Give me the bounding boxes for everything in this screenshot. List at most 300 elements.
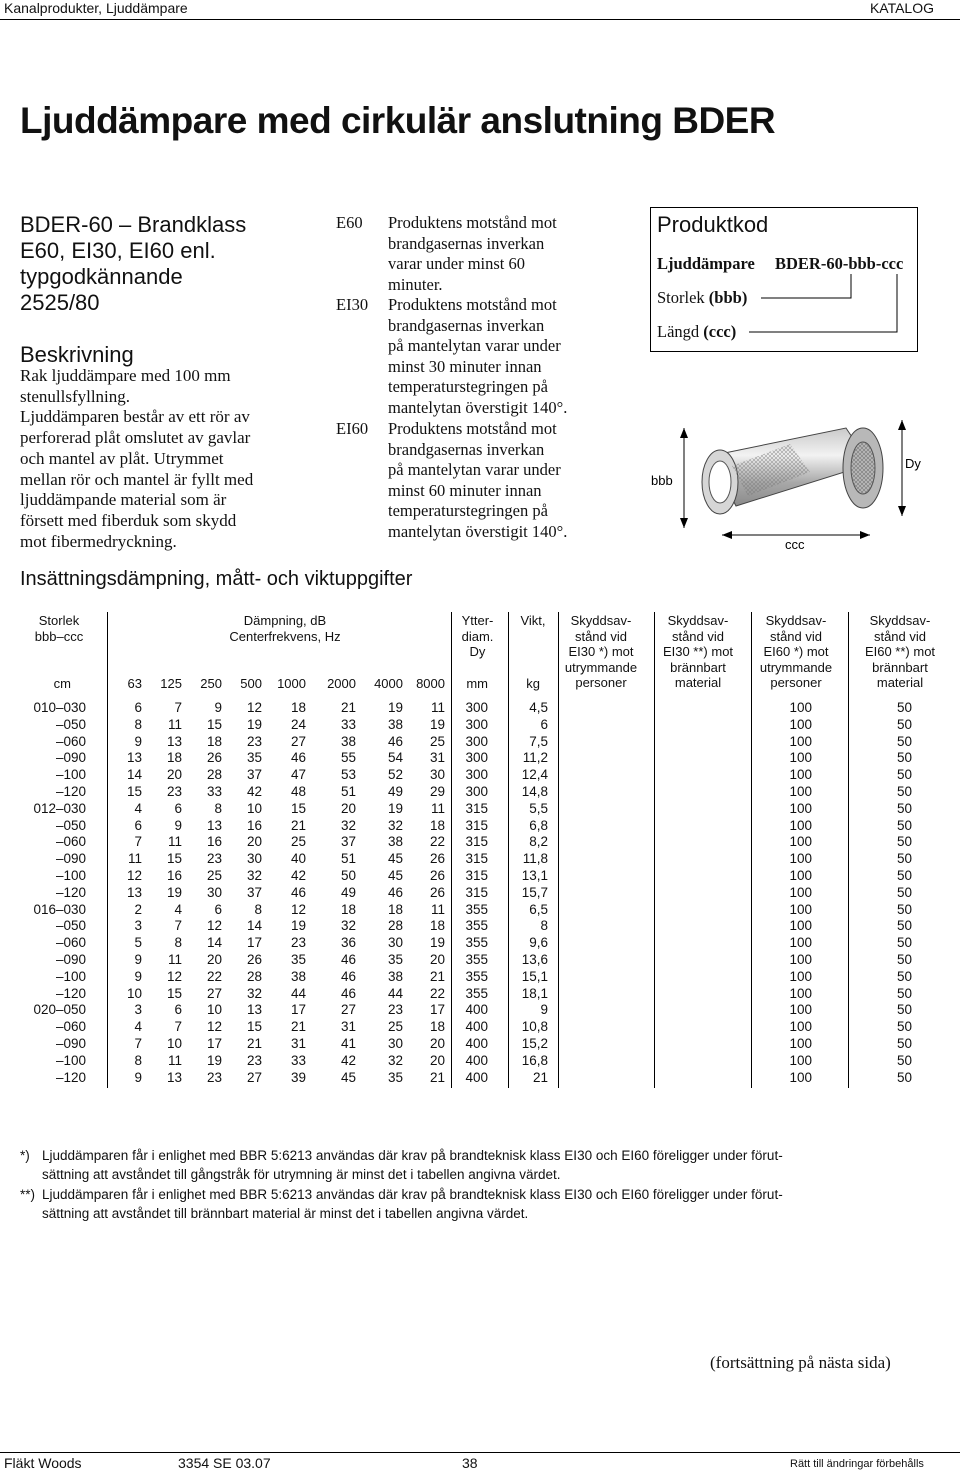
table-rule: [848, 612, 849, 1088]
table-cell: 41: [340, 1036, 356, 1051]
table-cell: 30: [387, 1036, 403, 1051]
table-cell: 18: [290, 700, 306, 715]
table-cell: 22: [429, 834, 445, 850]
table-cell: 16: [206, 834, 222, 850]
table-cell: 100: [789, 851, 812, 867]
table-cell: 35: [246, 750, 262, 766]
col-head-dist3: Skyddsav- stånd vid EI60 *) mot utrymmande personer: [759, 613, 833, 690]
table-cell: 19: [206, 1052, 222, 1068]
table-cell: 55: [340, 750, 356, 766]
table-cell: 11: [430, 800, 445, 816]
table-cell: 10,8: [521, 1019, 548, 1035]
table-cell: 29: [429, 784, 445, 799]
table-cell: 100: [789, 767, 812, 783]
description-line: och mantel av plåt. Utrymmet: [20, 448, 224, 468]
table-cell: 100: [789, 700, 812, 715]
table-cell: 15,1: [521, 968, 548, 984]
table-cell: 32: [387, 817, 403, 833]
table-cell: 300: [465, 784, 488, 799]
product-code: BDER-60-bbb-ccc: [775, 254, 904, 273]
table-cell: 50: [896, 868, 912, 883]
table-cell: 4: [134, 800, 142, 816]
table-cell: 35: [387, 1069, 403, 1085]
table-cell: 315: [465, 817, 488, 833]
row-size-cell: –060: [55, 935, 86, 951]
col-head-dist2: Skyddsav- stånd vid EI30 **) mot brännbart material: [662, 613, 734, 690]
row-size-cell: –060: [55, 733, 86, 749]
table-cell: 19: [429, 716, 445, 732]
table-cell: 40: [290, 851, 306, 867]
table-cell: 17: [290, 1002, 306, 1018]
table-cell: 315: [465, 851, 488, 867]
table-cell: 33: [206, 784, 222, 799]
table-cell: 20: [246, 834, 262, 850]
description-line: mot fibermedryckning.: [20, 531, 177, 551]
table-cell: 45: [387, 868, 403, 883]
table-cell: 11: [167, 952, 182, 967]
table-cell: 100: [789, 952, 812, 967]
table-cell: 13: [246, 1002, 262, 1018]
table-cell: 15: [166, 985, 182, 1001]
header-rule: [0, 19, 960, 20]
table-cell: 46: [290, 884, 306, 900]
table-cell: 20: [206, 952, 222, 967]
table-cell: 9: [214, 700, 222, 715]
col-head-dist1: Skyddsav- stånd vid EI30 *) mot utrymmande personer: [564, 613, 638, 690]
product-name: Ljuddämpare: [657, 254, 755, 273]
table-cell: 16: [246, 817, 262, 833]
table-cell: 54: [387, 750, 403, 766]
table-cell: 16: [166, 868, 182, 883]
row-size-cell: 020–050: [33, 1002, 86, 1018]
table-cell: 11: [167, 834, 182, 850]
table-cell: 50: [896, 918, 912, 934]
table-cell: 23: [246, 1052, 262, 1068]
table-cell: 100: [789, 784, 812, 799]
table-cell: 19: [166, 884, 182, 900]
table-cell: 9: [174, 817, 182, 833]
footer-rule: [0, 1452, 960, 1453]
table-cell: 8: [214, 800, 222, 816]
length-label: Längd (ccc): [657, 322, 737, 341]
fire-class-text: Produktens motstånd mot brandgasernas inverkan på mantelytan varar under minst 60 minuter innan temperaturstegringen på mantelytan överstigit 140°.: [388, 419, 568, 541]
table-cell: 25: [429, 733, 445, 749]
table-cell: 35: [387, 952, 403, 967]
table-cell: 32: [246, 985, 262, 1001]
description-line: försett med fiberduk som skydd: [20, 510, 237, 530]
table-cell: 12: [290, 901, 306, 917]
table-cell: 46: [340, 968, 356, 984]
table-cell: 23: [246, 733, 262, 749]
table-cell: 355: [465, 968, 488, 984]
table-cell: 46: [387, 884, 403, 900]
table-cell: 50: [896, 968, 912, 984]
table-cell: 18: [429, 817, 445, 833]
table-cell: 37: [246, 884, 262, 900]
table-cell: 20: [429, 952, 445, 967]
table-cell: 15: [290, 800, 306, 816]
table-cell: 22: [429, 985, 445, 1001]
table-rule: [654, 612, 655, 1088]
table-cell: 26: [429, 868, 445, 883]
row-size-cell: –090: [55, 952, 86, 967]
product-code-box: [650, 207, 918, 352]
product-code-heading: Produktkod: [657, 212, 769, 237]
table-cell: 50: [896, 784, 912, 799]
fire-class-term: EI30: [336, 295, 369, 314]
table-cell: 11: [127, 851, 142, 867]
table-cell: 100: [789, 1069, 812, 1085]
table-cell: 355: [465, 952, 488, 967]
description-heading: Beskrivning: [20, 342, 134, 367]
table-cell: 28: [387, 918, 403, 934]
table-cell: 6: [174, 800, 182, 816]
unit-cell: 8000: [416, 676, 445, 691]
row-size-cell: 012–030: [33, 800, 86, 816]
diagram-ccc-label: ccc: [785, 537, 805, 552]
row-size-cell: –100: [55, 1052, 86, 1068]
row-size-cell: –120: [55, 1069, 86, 1085]
fire-class-ei60: [336, 419, 636, 549]
table-cell: 51: [340, 784, 356, 799]
table-cell: 30: [429, 767, 445, 783]
unit-cell: 125: [160, 676, 182, 691]
table-cell: 31: [340, 1019, 356, 1035]
table-cell: 100: [789, 1036, 812, 1051]
table-cell: 30: [206, 884, 222, 900]
table-cell: 3: [134, 918, 142, 934]
table-cell: 45: [340, 1069, 356, 1085]
table-cell: 23: [387, 1002, 403, 1018]
footer-brand: Fläkt Woods: [4, 1455, 82, 1471]
description-line: Ljuddämparen består av ett rör av: [20, 407, 250, 427]
table-cell: 26: [429, 884, 445, 900]
description-line: ljuddämpande material som är: [20, 490, 227, 510]
unit-cell: 4000: [374, 676, 403, 691]
table-cell: 50: [896, 716, 912, 732]
table-cell: 11: [430, 700, 445, 715]
table-cell: 26: [246, 952, 262, 967]
table-cell: 23: [166, 784, 182, 799]
table-cell: 15: [126, 784, 142, 799]
row-size-cell: –050: [55, 716, 86, 732]
table-cell: 50: [896, 901, 912, 917]
table-cell: 18: [387, 901, 403, 917]
unit-cell: 250: [200, 676, 222, 691]
table-cell: 8,2: [529, 834, 548, 850]
table-cell: 25: [290, 834, 306, 850]
table-cell: 12: [126, 868, 142, 883]
table-cell: 21: [246, 1036, 262, 1051]
table-cell: 6: [540, 716, 548, 732]
table-cell: 46: [340, 985, 356, 1001]
description-line: stenullsfyllning.: [20, 386, 131, 406]
table-cell: 19: [290, 918, 306, 934]
table-cell: 18,1: [521, 985, 548, 1001]
table-cell: 24: [290, 716, 306, 732]
unit-cell: 500: [240, 676, 262, 691]
table-cell: 23: [206, 851, 222, 867]
table-cell: 38: [387, 716, 403, 732]
table-cell: 18: [206, 733, 222, 749]
table-cell: 53: [340, 767, 356, 783]
table-cell: 38: [387, 968, 403, 984]
table-cell: 19: [387, 700, 403, 715]
table-cell: 27: [246, 1069, 262, 1085]
table-cell: 100: [789, 968, 812, 984]
unit-cell: mm: [466, 676, 488, 691]
table-cell: 6: [214, 901, 222, 917]
table-cell: 21: [532, 1069, 548, 1085]
table-cell: 355: [465, 901, 488, 917]
table-cell: 300: [465, 700, 488, 715]
classification-line: BDER-60 – Brandklass: [20, 212, 247, 237]
unit-cell: 1000: [277, 676, 306, 691]
table-cell: 50: [896, 851, 912, 867]
table-cell: 27: [206, 985, 222, 1001]
table-cell: 18: [429, 1019, 445, 1035]
table-cell: 7: [174, 700, 182, 715]
silencer-drawing: [640, 410, 940, 560]
table-cell: 50: [896, 1036, 912, 1051]
table-cell: 25: [387, 1019, 403, 1035]
table-cell: 46: [290, 750, 306, 766]
row-size-cell: 016–030: [33, 901, 86, 917]
size-label: Storlek (bbb): [657, 288, 748, 307]
table-cell: 36: [340, 935, 356, 951]
table-cell: 15,7: [521, 884, 548, 900]
header-section: Kanalprodukter, Ljuddämpare: [4, 0, 188, 16]
table-cell: 11,8: [522, 851, 548, 867]
col-head-damping: Dämpning, dB Centerfrekvens, Hz: [229, 613, 341, 644]
table-cell: 28: [246, 968, 262, 984]
table-cell: 50: [340, 868, 356, 883]
col-head-weight: Vikt,: [520, 613, 546, 628]
row-size-cell: –100: [55, 868, 86, 883]
classification-line: 2525/80: [20, 290, 100, 315]
table-cell: 100: [789, 716, 812, 732]
continued-note: (fortsättning på nästa sida): [710, 1353, 891, 1372]
fire-class-term: E60: [336, 213, 363, 232]
table-cell: 8: [134, 1052, 142, 1068]
table-cell: 44: [387, 985, 403, 1001]
table-cell: 100: [789, 985, 812, 1001]
table-cell: 355: [465, 985, 488, 1001]
table-cell: 100: [789, 1052, 812, 1068]
table-cell: 18: [340, 901, 356, 917]
table-cell: 100: [789, 1019, 812, 1035]
table-cell: 8: [540, 918, 548, 934]
table-cell: 7: [174, 1019, 182, 1035]
row-size-cell: –120: [55, 884, 86, 900]
table-cell: 4: [134, 1019, 142, 1035]
table-cell: 12: [246, 700, 262, 715]
table-cell: 37: [340, 834, 356, 850]
footnote-2: **) Ljuddämparen får i enlighet med BBR 5:6213 användas där krav på brandteknisk klass EI30 och EI60 föreligger under förut- sättning att avståndet till brännbart material är minst det i tabellen angivna värdet.: [20, 1187, 783, 1221]
table-cell: 21: [290, 817, 306, 833]
table-cell: 13: [166, 1069, 182, 1085]
unit-cell: kg: [526, 676, 540, 691]
row-size-cell: –090: [55, 750, 86, 766]
table-cell: 100: [789, 901, 812, 917]
table-cell: 42: [246, 784, 262, 799]
table-cell: 30: [246, 851, 262, 867]
table-cell: 32: [340, 817, 356, 833]
table-cell: 49: [340, 884, 356, 900]
table-cell: 52: [387, 767, 403, 783]
table-cell: 14: [246, 918, 262, 934]
table-cell: 30: [387, 935, 403, 951]
table-cell: 33: [290, 1052, 306, 1068]
table-cell: 10: [206, 1002, 222, 1018]
table-cell: 19: [387, 800, 403, 816]
table-cell: 9: [134, 952, 142, 967]
table-cell: 26: [429, 851, 445, 867]
table-cell: 50: [896, 952, 912, 967]
row-size-cell: –090: [55, 851, 86, 867]
table-cell: 7: [134, 834, 142, 850]
fire-class-text: Produktens motstånd mot brandgasernas inverkan varar under minst 60 minuter.: [388, 213, 557, 294]
table-cell: 20: [340, 800, 356, 816]
table-cell: 13: [126, 884, 142, 900]
table-cell: 31: [429, 750, 445, 766]
table-cell: 44: [290, 985, 306, 1001]
table-cell: 13: [206, 817, 222, 833]
classification-block: [20, 212, 246, 316]
table-cell: 17: [206, 1036, 222, 1051]
table-cell: 400: [465, 1052, 488, 1068]
table-rule: [558, 612, 559, 1088]
table-cell: 19: [429, 935, 445, 951]
table-cell: 31: [290, 1036, 306, 1051]
table-cell: 11: [167, 716, 182, 732]
col-head-dist4: Skyddsav- stånd vid EI60 **) mot brännbart material: [864, 613, 936, 690]
table-cell: 50: [896, 935, 912, 951]
table-cell: 45: [387, 851, 403, 867]
table-cell: 8: [134, 716, 142, 732]
table-cell: 315: [465, 868, 488, 883]
table-cell: 21: [429, 1069, 445, 1085]
table-rule: [451, 612, 452, 1088]
row-size-cell: –090: [55, 1036, 86, 1051]
table-cell: 39: [290, 1069, 306, 1085]
table-cell: 13,1: [521, 868, 548, 883]
table-cell: 11,2: [522, 750, 548, 766]
description-text: [20, 366, 320, 552]
table-cell: 32: [246, 868, 262, 883]
table-cell: 38: [290, 968, 306, 984]
table-cell: 50: [896, 985, 912, 1001]
table-cell: 50: [896, 700, 912, 715]
table-cell: 10: [166, 1036, 182, 1051]
table-cell: 12,4: [521, 767, 548, 783]
table-cell: 22: [206, 968, 222, 984]
table-cell: 8: [254, 901, 262, 917]
fire-class-term: EI60: [336, 419, 369, 438]
table-cell: 100: [789, 868, 812, 883]
table-cell: 6: [174, 1002, 182, 1018]
row-size-cell: –060: [55, 834, 86, 850]
diagram-bbb-label: bbb: [651, 473, 673, 488]
table-cell: 100: [789, 733, 812, 749]
row-size-cell: –120: [55, 784, 86, 799]
table-cell: 9: [540, 1002, 548, 1018]
table-cell: 50: [896, 800, 912, 816]
table-cell: 11: [430, 901, 445, 917]
table-cell: 100: [789, 884, 812, 900]
table-cell: 9: [134, 968, 142, 984]
table-cell: 18: [429, 918, 445, 934]
table-cell: 15: [206, 716, 222, 732]
table-cell: 23: [206, 1069, 222, 1085]
table-cell: 38: [387, 834, 403, 850]
table-cell: 14: [126, 767, 142, 783]
table-rule: [107, 612, 108, 1088]
table-cell: 33: [340, 716, 356, 732]
fire-class-e60: [336, 213, 636, 303]
table-cell: 6: [134, 817, 142, 833]
table-cell: 7: [174, 918, 182, 934]
row-size-cell: 010–030: [33, 700, 86, 715]
table-cell: 14: [206, 935, 222, 951]
footnote-1: *) Ljuddämparen får i enlighet med BBR 5:6213 användas där krav på brandteknisk klass EI30 och EI60 föreligger under förut- sättning att avståndet till gångstråk för utrymning är minst det i tabellen angivna värdet.: [20, 1148, 783, 1182]
table-cell: 6,8: [529, 817, 548, 833]
table-cell: 12: [206, 1019, 222, 1035]
unit-cell: cm: [53, 676, 71, 691]
product-code-leaders: [651, 208, 917, 351]
table-cell: 38: [340, 733, 356, 749]
table-cell: 15,2: [521, 1036, 548, 1051]
table-cell: 46: [387, 733, 403, 749]
table-cell: 13,6: [521, 952, 548, 967]
table-cell: 48: [290, 784, 306, 799]
table-cell: 27: [340, 1002, 356, 1018]
table-cell: 5,5: [529, 800, 548, 816]
table-cell: 16,8: [521, 1052, 548, 1068]
table-cell: 15: [166, 851, 182, 867]
table-cell: 13: [166, 733, 182, 749]
table-cell: 300: [465, 767, 488, 783]
table-rule: [751, 612, 752, 1088]
table-cell: 42: [290, 868, 306, 883]
table-cell: 50: [896, 1002, 912, 1018]
table-cell: 7,5: [529, 733, 548, 749]
classification-line: typgodkännande: [20, 264, 183, 289]
col-head-outer-diam: Ytter- diam. Dy: [461, 613, 494, 659]
table-cell: 355: [465, 918, 488, 934]
table-cell: 50: [896, 834, 912, 850]
table-cell: 355: [465, 935, 488, 951]
row-size-cell: –060: [55, 1019, 86, 1035]
table-cell: 13: [126, 750, 142, 766]
table-cell: 100: [789, 750, 812, 766]
description-line: perforerad plåt omslutet av gavlar: [20, 428, 251, 448]
unit-cell: 2000: [327, 676, 356, 691]
col-head-size: Storlek bbb–ccc: [34, 613, 84, 644]
row-size-cell: –050: [55, 817, 86, 833]
table-cell: 28: [206, 767, 222, 783]
table-cell: 4: [174, 901, 182, 917]
table-cell: 100: [789, 1002, 812, 1018]
table-cell: 18: [166, 750, 182, 766]
table-cell: 400: [465, 1069, 488, 1085]
table-cell: 6: [134, 700, 142, 715]
table-cell: 21: [429, 968, 445, 984]
table-cell: 19: [246, 716, 262, 732]
table-cell: 300: [465, 716, 488, 732]
classification-line: E60, EI30, EI60 enl.: [20, 238, 216, 263]
row-size-cell: –100: [55, 968, 86, 984]
